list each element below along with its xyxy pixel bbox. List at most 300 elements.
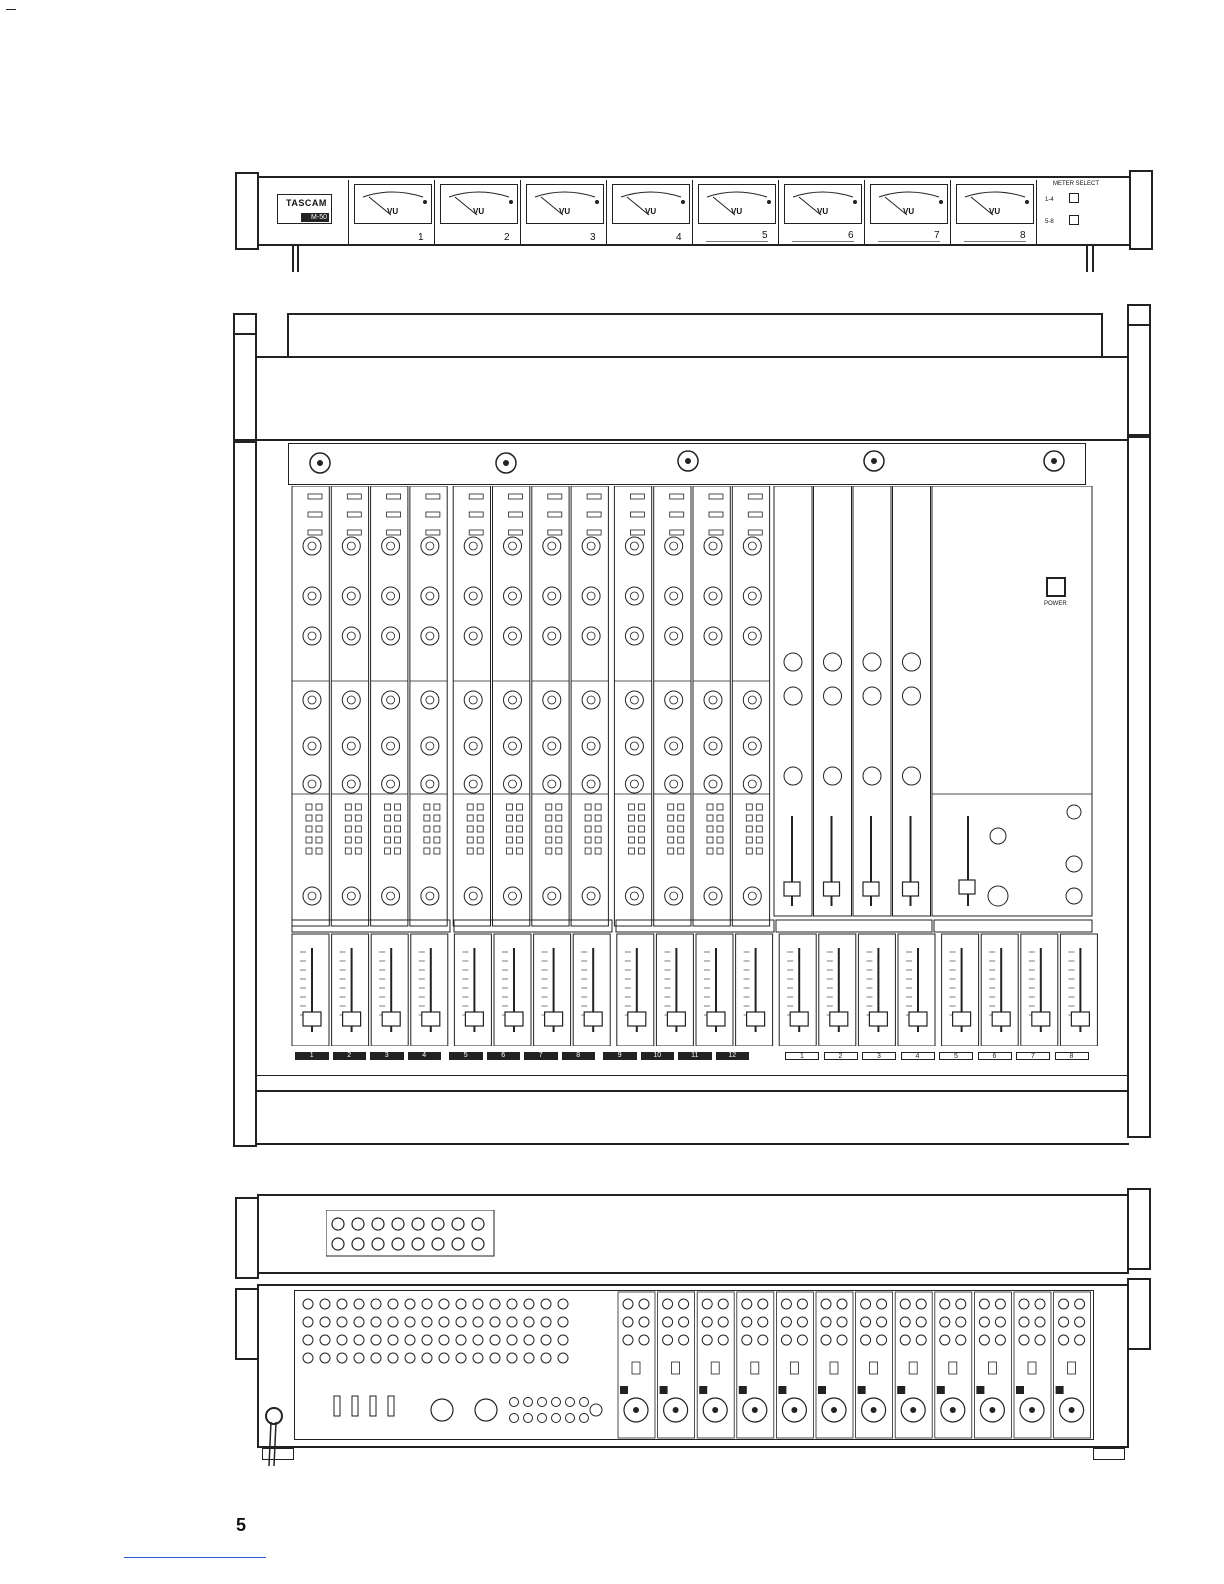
routing-button[interactable]: [517, 804, 523, 810]
input-channel-strip[interactable]: [732, 486, 769, 926]
rca-jack[interactable]: [1019, 1317, 1029, 1327]
rca-jack[interactable]: [995, 1317, 1005, 1327]
rca-jack[interactable]: [354, 1353, 364, 1363]
rca-jack[interactable]: [541, 1335, 551, 1345]
routing-button[interactable]: [678, 804, 684, 810]
rca-jack[interactable]: [490, 1317, 500, 1327]
rca-jack[interactable]: [392, 1218, 404, 1230]
trim-switch[interactable]: [711, 1362, 719, 1374]
rca-jack[interactable]: [979, 1299, 989, 1309]
fader-knob[interactable]: [824, 882, 840, 896]
rca-jack[interactable]: [392, 1238, 404, 1250]
rca-jack[interactable]: [412, 1218, 424, 1230]
rotary-knob[interactable]: [784, 687, 802, 705]
rca-jack[interactable]: [371, 1353, 381, 1363]
fader-knob[interactable]: [869, 1012, 887, 1026]
rca-jack[interactable]: [758, 1317, 768, 1327]
routing-button[interactable]: [477, 804, 483, 810]
rca-jack[interactable]: [538, 1398, 547, 1407]
rca-jack[interactable]: [1059, 1317, 1069, 1327]
rotary-knob[interactable]: [464, 775, 482, 793]
input-module-rear[interactable]: [856, 1292, 893, 1438]
routing-button[interactable]: [717, 837, 723, 843]
rca-jack[interactable]: [797, 1299, 807, 1309]
rca-jack[interactable]: [510, 1414, 519, 1423]
rca-jack[interactable]: [639, 1317, 649, 1327]
rotary-knob[interactable]: [582, 691, 600, 709]
routing-button[interactable]: [595, 848, 601, 854]
fader-knob[interactable]: [959, 880, 975, 894]
rca-jack[interactable]: [405, 1353, 415, 1363]
rotary-knob[interactable]: [665, 737, 683, 755]
routing-button[interactable]: [316, 837, 322, 843]
power-button[interactable]: [1046, 577, 1066, 597]
rca-jack[interactable]: [507, 1335, 517, 1345]
rca-jack[interactable]: [821, 1317, 831, 1327]
input-channel-strip[interactable]: [654, 486, 691, 926]
fader-knob[interactable]: [303, 1012, 321, 1026]
fader-strip[interactable]: [1060, 934, 1097, 1046]
rca-jack[interactable]: [422, 1317, 432, 1327]
rca-jack[interactable]: [623, 1299, 633, 1309]
rotary-knob[interactable]: [863, 653, 881, 671]
routing-button[interactable]: [395, 837, 401, 843]
rotary-knob[interactable]: [303, 537, 321, 555]
input-channel-strip[interactable]: [493, 486, 530, 926]
rca-jack[interactable]: [473, 1335, 483, 1345]
routing-button[interactable]: [638, 848, 644, 854]
rca-jack[interactable]: [623, 1335, 633, 1345]
routing-button[interactable]: [717, 826, 723, 832]
rca-jack[interactable]: [354, 1317, 364, 1327]
rotary-knob[interactable]: [704, 887, 722, 905]
rca-jack[interactable]: [422, 1335, 432, 1345]
rotary-knob[interactable]: [665, 587, 683, 605]
routing-button[interactable]: [756, 804, 762, 810]
rotary-knob[interactable]: [342, 775, 360, 793]
rotary-knob[interactable]: [824, 653, 842, 671]
rca-jack[interactable]: [432, 1238, 444, 1250]
input-channel-strip[interactable]: [331, 486, 368, 926]
trim-switch[interactable]: [830, 1362, 838, 1374]
rca-jack[interactable]: [956, 1299, 966, 1309]
rca-jack[interactable]: [1059, 1335, 1069, 1345]
routing-button[interactable]: [595, 826, 601, 832]
routing-button[interactable]: [355, 826, 361, 832]
rotary-knob[interactable]: [543, 691, 561, 709]
rca-jack[interactable]: [303, 1353, 313, 1363]
rca-jack[interactable]: [524, 1317, 534, 1327]
rca-jack[interactable]: [490, 1353, 500, 1363]
rotary-knob[interactable]: [582, 627, 600, 645]
rca-jack[interactable]: [352, 1218, 364, 1230]
fader-strip[interactable]: [292, 934, 329, 1046]
rotary-knob[interactable]: [464, 737, 482, 755]
routing-button[interactable]: [638, 804, 644, 810]
master-module[interactable]: [932, 486, 1092, 916]
rotary-knob[interactable]: [382, 887, 400, 905]
rca-jack[interactable]: [473, 1353, 483, 1363]
rca-jack[interactable]: [422, 1299, 432, 1309]
rca-jack[interactable]: [524, 1335, 534, 1345]
fader-knob[interactable]: [707, 1012, 725, 1026]
rotary-knob[interactable]: [625, 537, 643, 555]
rotary-knob[interactable]: [504, 537, 522, 555]
rotary-knob[interactable]: [743, 537, 761, 555]
rca-jack[interactable]: [558, 1317, 568, 1327]
rca-jack[interactable]: [371, 1335, 381, 1345]
rotary-knob[interactable]: [582, 587, 600, 605]
rotary-knob[interactable]: [665, 887, 683, 905]
rca-jack[interactable]: [877, 1335, 887, 1345]
rca-jack[interactable]: [439, 1299, 449, 1309]
rca-jack[interactable]: [524, 1353, 534, 1363]
rca-jack[interactable]: [821, 1299, 831, 1309]
rotary-knob[interactable]: [504, 887, 522, 905]
fader-knob[interactable]: [382, 1012, 400, 1026]
fader-strip[interactable]: [819, 934, 856, 1046]
rotary-knob[interactable]: [303, 691, 321, 709]
routing-button[interactable]: [678, 837, 684, 843]
fader-strip[interactable]: [534, 934, 571, 1046]
rca-jack[interactable]: [524, 1299, 534, 1309]
routing-button[interactable]: [517, 848, 523, 854]
fader-strip[interactable]: [656, 934, 693, 1046]
rca-jack[interactable]: [371, 1317, 381, 1327]
rca-jack[interactable]: [371, 1299, 381, 1309]
rca-jack[interactable]: [940, 1317, 950, 1327]
rca-jack[interactable]: [320, 1353, 330, 1363]
rca-jack[interactable]: [1059, 1299, 1069, 1309]
rotary-knob[interactable]: [543, 887, 561, 905]
input-module-rear[interactable]: [618, 1292, 655, 1438]
rotary-knob[interactable]: [903, 653, 921, 671]
rca-jack[interactable]: [456, 1317, 466, 1327]
input-channel-strip[interactable]: [410, 486, 447, 926]
rotary-knob[interactable]: [543, 537, 561, 555]
rca-jack[interactable]: [507, 1299, 517, 1309]
rca-jack[interactable]: [337, 1317, 347, 1327]
rca-jack[interactable]: [758, 1299, 768, 1309]
rotary-knob[interactable]: [464, 887, 482, 905]
meter-select-button-5-8[interactable]: [1069, 215, 1079, 225]
input-module-rear[interactable]: [697, 1292, 734, 1438]
rotary-knob[interactable]: [543, 587, 561, 605]
rca-jack[interactable]: [758, 1335, 768, 1345]
input-channel-strip[interactable]: [614, 486, 651, 926]
rca-jack[interactable]: [702, 1317, 712, 1327]
rca-jack[interactable]: [956, 1335, 966, 1345]
fader-strip[interactable]: [371, 934, 408, 1046]
rca-jack[interactable]: [956, 1317, 966, 1327]
rca-jack[interactable]: [303, 1335, 313, 1345]
rca-jack[interactable]: [439, 1317, 449, 1327]
input-channel-strip[interactable]: [371, 486, 408, 926]
rca-jack[interactable]: [388, 1335, 398, 1345]
rotary-knob[interactable]: [342, 627, 360, 645]
trim-switch[interactable]: [751, 1362, 759, 1374]
rca-jack[interactable]: [541, 1353, 551, 1363]
rotary-knob[interactable]: [421, 775, 439, 793]
fader-knob[interactable]: [465, 1012, 483, 1026]
fader-strip[interactable]: [942, 934, 979, 1046]
rotary-knob[interactable]: [903, 767, 921, 785]
rca-jack[interactable]: [412, 1238, 424, 1250]
rotary-knob[interactable]: [704, 627, 722, 645]
routing-button[interactable]: [556, 804, 562, 810]
rca-jack[interactable]: [837, 1299, 847, 1309]
rotary-knob[interactable]: [382, 537, 400, 555]
routing-button[interactable]: [355, 848, 361, 854]
rotary-knob[interactable]: [625, 887, 643, 905]
input-channel-strip[interactable]: [292, 486, 329, 926]
rotary-knob[interactable]: [1066, 856, 1082, 872]
toggle-switch[interactable]: [352, 1396, 358, 1416]
fader-strip[interactable]: [332, 934, 369, 1046]
rca-jack[interactable]: [490, 1335, 500, 1345]
trim-switch[interactable]: [949, 1362, 957, 1374]
routing-button[interactable]: [717, 848, 723, 854]
routing-button[interactable]: [678, 848, 684, 854]
rotary-knob[interactable]: [704, 737, 722, 755]
fader-knob[interactable]: [830, 1012, 848, 1026]
fader-knob[interactable]: [628, 1012, 646, 1026]
trim-switch[interactable]: [988, 1362, 996, 1374]
routing-button[interactable]: [477, 815, 483, 821]
fader-knob[interactable]: [545, 1012, 563, 1026]
rotary-knob[interactable]: [582, 737, 600, 755]
rotary-knob[interactable]: [1066, 888, 1082, 904]
rca-jack[interactable]: [702, 1335, 712, 1345]
rca-jack[interactable]: [388, 1353, 398, 1363]
routing-button[interactable]: [638, 826, 644, 832]
routing-button[interactable]: [595, 837, 601, 843]
rca-jack[interactable]: [405, 1299, 415, 1309]
rotary-knob[interactable]: [342, 887, 360, 905]
rca-jack[interactable]: [639, 1299, 649, 1309]
rca-jack[interactable]: [524, 1398, 533, 1407]
rca-jack[interactable]: [1035, 1335, 1045, 1345]
rca-jack[interactable]: [1075, 1299, 1085, 1309]
rca-jack[interactable]: [320, 1299, 330, 1309]
rca-jack[interactable]: [940, 1299, 950, 1309]
routing-button[interactable]: [395, 826, 401, 832]
rotary-knob[interactable]: [582, 887, 600, 905]
rca-jack[interactable]: [352, 1238, 364, 1250]
rotary-knob[interactable]: [824, 767, 842, 785]
trim-switch[interactable]: [632, 1362, 640, 1374]
rca-jack[interactable]: [639, 1335, 649, 1345]
rca-jack[interactable]: [558, 1353, 568, 1363]
rotary-knob[interactable]: [382, 775, 400, 793]
rca-jack[interactable]: [837, 1317, 847, 1327]
rca-jack[interactable]: [663, 1299, 673, 1309]
fader-strip[interactable]: [779, 934, 816, 1046]
rca-jack[interactable]: [337, 1335, 347, 1345]
rca-jack[interactable]: [507, 1353, 517, 1363]
fader-knob[interactable]: [909, 1012, 927, 1026]
input-module-rear[interactable]: [935, 1292, 972, 1438]
input-channel-strip[interactable]: [453, 486, 490, 926]
input-module-rear[interactable]: [1054, 1292, 1091, 1438]
rca-jack[interactable]: [742, 1335, 752, 1345]
rotary-knob[interactable]: [303, 775, 321, 793]
rca-jack[interactable]: [821, 1335, 831, 1345]
rca-jack[interactable]: [861, 1335, 871, 1345]
routing-button[interactable]: [717, 804, 723, 810]
rca-jack[interactable]: [452, 1238, 464, 1250]
rotary-knob[interactable]: [504, 737, 522, 755]
rotary-knob[interactable]: [625, 627, 643, 645]
rotary-knob[interactable]: [342, 737, 360, 755]
rca-jack[interactable]: [742, 1299, 752, 1309]
rca-jack[interactable]: [900, 1335, 910, 1345]
fader-strip[interactable]: [617, 934, 654, 1046]
fader-strip[interactable]: [454, 934, 491, 1046]
rca-jack[interactable]: [718, 1299, 728, 1309]
fader-knob[interactable]: [422, 1012, 440, 1026]
fader-strip[interactable]: [573, 934, 610, 1046]
rotary-knob[interactable]: [665, 627, 683, 645]
rotary-knob[interactable]: [382, 737, 400, 755]
fader-knob[interactable]: [1032, 1012, 1050, 1026]
input-module-rear[interactable]: [776, 1292, 813, 1438]
rca-jack[interactable]: [472, 1238, 484, 1250]
rca-jack[interactable]: [320, 1317, 330, 1327]
routing-button[interactable]: [316, 815, 322, 821]
fader-knob[interactable]: [584, 1012, 602, 1026]
rotary-knob[interactable]: [665, 537, 683, 555]
rca-jack[interactable]: [337, 1353, 347, 1363]
rotary-knob[interactable]: [863, 767, 881, 785]
fader-strip[interactable]: [981, 934, 1018, 1046]
rca-jack[interactable]: [995, 1335, 1005, 1345]
fader-knob[interactable]: [784, 882, 800, 896]
routing-button[interactable]: [517, 837, 523, 843]
input-module-rear[interactable]: [895, 1292, 932, 1438]
rca-jack[interactable]: [558, 1299, 568, 1309]
routing-button[interactable]: [556, 837, 562, 843]
rotary-knob[interactable]: [665, 775, 683, 793]
rca-jack[interactable]: [580, 1398, 589, 1407]
fader-strip[interactable]: [1021, 934, 1058, 1046]
rotary-knob[interactable]: [504, 627, 522, 645]
rotary-knob[interactable]: [784, 653, 802, 671]
rca-jack[interactable]: [1075, 1317, 1085, 1327]
routing-button[interactable]: [434, 804, 440, 810]
rca-jack[interactable]: [940, 1335, 950, 1345]
input-module-rear[interactable]: [1014, 1292, 1051, 1438]
rca-jack[interactable]: [679, 1335, 689, 1345]
rca-jack[interactable]: [456, 1299, 466, 1309]
rotary-knob[interactable]: [743, 627, 761, 645]
rotary-knob[interactable]: [704, 775, 722, 793]
rotary-knob[interactable]: [704, 537, 722, 555]
routing-button[interactable]: [595, 815, 601, 821]
routing-button[interactable]: [316, 826, 322, 832]
rca-jack[interactable]: [916, 1335, 926, 1345]
fader-strip[interactable]: [494, 934, 531, 1046]
rca-jack[interactable]: [422, 1353, 432, 1363]
xlr-output[interactable]: [475, 1399, 497, 1421]
rca-jack[interactable]: [663, 1317, 673, 1327]
rca-jack[interactable]: [456, 1353, 466, 1363]
fader-strip[interactable]: [898, 934, 935, 1046]
rotary-knob[interactable]: [504, 775, 522, 793]
routing-button[interactable]: [395, 848, 401, 854]
rotary-knob[interactable]: [704, 587, 722, 605]
routing-button[interactable]: [717, 815, 723, 821]
rca-jack[interactable]: [566, 1414, 575, 1423]
input-module-rear[interactable]: [737, 1292, 774, 1438]
input-module-rear[interactable]: [974, 1292, 1011, 1438]
trim-switch[interactable]: [1028, 1362, 1036, 1374]
rotary-knob[interactable]: [421, 737, 439, 755]
rca-jack[interactable]: [1035, 1299, 1045, 1309]
rotary-knob[interactable]: [625, 691, 643, 709]
rca-jack[interactable]: [303, 1299, 313, 1309]
talkback-jack[interactable]: [590, 1404, 602, 1416]
rotary-knob[interactable]: [582, 775, 600, 793]
rca-jack[interactable]: [718, 1317, 728, 1327]
fader-knob[interactable]: [790, 1012, 808, 1026]
routing-button[interactable]: [678, 826, 684, 832]
rotary-knob[interactable]: [824, 687, 842, 705]
rca-jack[interactable]: [405, 1335, 415, 1345]
rotary-knob[interactable]: [543, 775, 561, 793]
routing-button[interactable]: [556, 848, 562, 854]
routing-button[interactable]: [434, 848, 440, 854]
fader-knob[interactable]: [505, 1012, 523, 1026]
routing-button[interactable]: [355, 837, 361, 843]
rca-jack[interactable]: [979, 1335, 989, 1345]
rca-jack[interactable]: [320, 1335, 330, 1345]
rotary-knob[interactable]: [382, 587, 400, 605]
rca-jack[interactable]: [388, 1299, 398, 1309]
rca-jack[interactable]: [538, 1414, 547, 1423]
rca-jack[interactable]: [472, 1218, 484, 1230]
rca-jack[interactable]: [552, 1414, 561, 1423]
rotary-knob[interactable]: [303, 587, 321, 605]
fader-strip[interactable]: [411, 934, 448, 1046]
rca-jack[interactable]: [566, 1398, 575, 1407]
routing-button[interactable]: [316, 804, 322, 810]
headphone-jack[interactable]: [1067, 805, 1081, 819]
rca-jack[interactable]: [337, 1299, 347, 1309]
rotary-knob[interactable]: [863, 687, 881, 705]
rotary-knob[interactable]: [303, 627, 321, 645]
rca-jack[interactable]: [623, 1317, 633, 1327]
rca-jack[interactable]: [1019, 1335, 1029, 1345]
rotary-knob[interactable]: [504, 691, 522, 709]
toggle-switch[interactable]: [334, 1396, 340, 1416]
rotary-knob[interactable]: [625, 587, 643, 605]
rotary-knob[interactable]: [342, 587, 360, 605]
rotary-knob[interactable]: [504, 587, 522, 605]
input-module-rear[interactable]: [658, 1292, 695, 1438]
routing-button[interactable]: [638, 815, 644, 821]
routing-button[interactable]: [756, 815, 762, 821]
routing-button[interactable]: [556, 815, 562, 821]
routing-button[interactable]: [477, 848, 483, 854]
routing-button[interactable]: [395, 804, 401, 810]
rca-jack[interactable]: [524, 1414, 533, 1423]
rotary-knob[interactable]: [543, 737, 561, 755]
rotary-knob[interactable]: [421, 587, 439, 605]
rca-jack[interactable]: [372, 1218, 384, 1230]
input-channel-strip[interactable]: [571, 486, 608, 926]
rotary-knob[interactable]: [303, 737, 321, 755]
